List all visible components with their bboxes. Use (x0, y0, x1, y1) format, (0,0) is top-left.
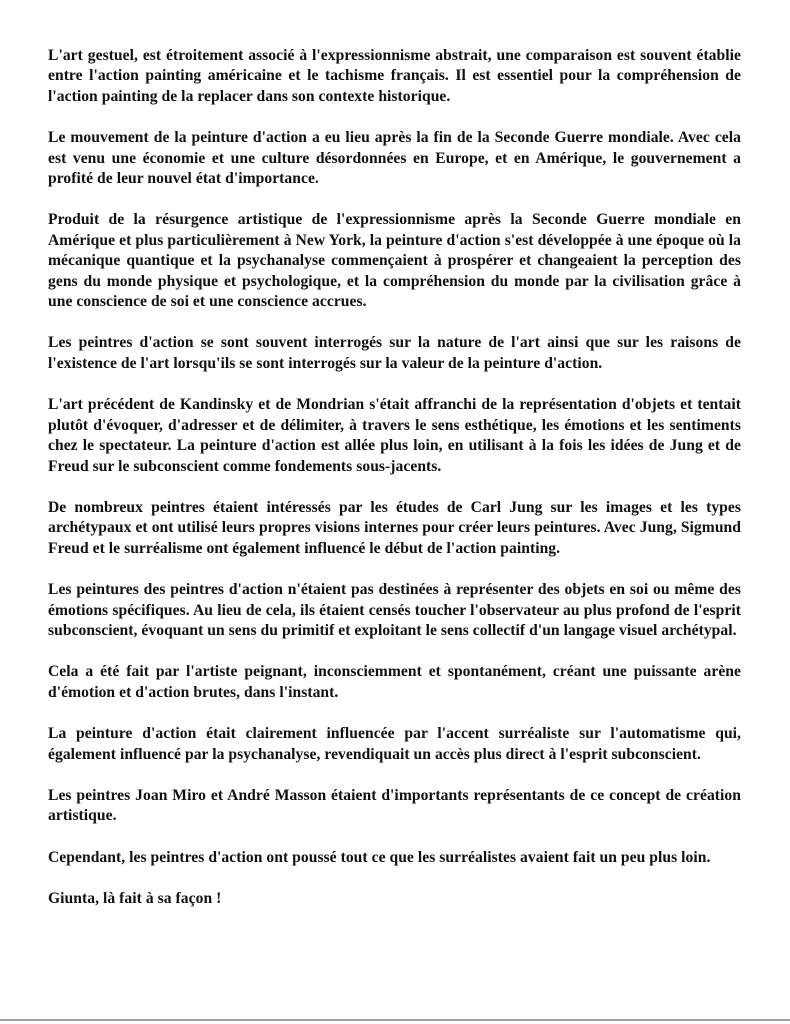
bottom-edge-rule (0, 1019, 790, 1021)
paragraph-5: L'art précédent de Kandinsky et de Mondrian s'était affranchi de la représentation d'objets et tentait plutôt d'évoquer, d'adresser et de délimiter, à travers le sens esthétique, les émotions et les sentiments chez le spectateur. La peinture d'action est allée plus loin, en utilisant à la fois les idées de Jung et de Freud sur le subconscient comme fondements sous-jacents. (48, 396, 741, 475)
paragraph-1: L'art gestuel, est étroitement associé à l'expressionnisme abstrait, une comparaison est souvent établie entre l'action painting américaine et le tachisme français. Il est essentiel pour la compréhension de l'action painting de la replacer dans son contexte historique. (48, 47, 741, 105)
paragraph-10: Les peintres Joan Miro et André Masson étaient d'importants représentants de ce concept de création artistique. (48, 786, 741, 825)
paragraph-9: La peinture d'action était clairement influencée par l'accent surréaliste sur l'automatisme qui, également influencé par la psychanalyse, revendiquait un accès plus direct à l'esprit subconscient. (48, 725, 741, 763)
paragraph-6: De nombreux peintres étaient intéressés par les études de Carl Jung sur les images et les types archétypaux et ont utilisé leurs propres visions internes pour créer leurs peintures. Avec Jung, Sigmund Freud et le surréalisme ont également influencé le début de l'action painting. (48, 498, 741, 557)
paragraph-4: Les peintres d'action se sont souvent interrogés sur la nature de l'art ainsi que sur les raisons de l'existence de l'art lorsqu'ils se sont interrogés sur la valeur de la peinture d'action. (48, 334, 741, 372)
paragraph-8: Cela a été fait par l'artiste peignant, inconsciemment et spontanément, créant une puissante arène d'émotion et d'action brutes, dans l'instant. (48, 663, 741, 701)
paragraph-2: Le mouvement de la peinture d'action a eu lieu après la fin de la Seconde Guerre mondiale. Avec cela est venu une économie et une culture désordonnées en Europe, et en Amérique, le gouvernement a profité de leur nouvel état d'importance. (48, 129, 741, 188)
body-text (48, 46, 741, 931)
paragraph-3: Produit de la résurgence artistique de l'expressionnisme après la Seconde Guerre mondiale en Amérique et plus particulièrement à New York, la peinture d'action s'est développée à une époque où la mécanique quantique et la psychanalyse commençaient à prospérer et changeaient la perception des gens du monde physique et psychologique, et la compréhension du monde par la civilisation grâce à une conscience de soi et une conscience accrues. (48, 211, 741, 311)
paragraph-12: Giunta, là fait à sa façon ! (48, 890, 222, 908)
paragraph-7: Les peintures des peintres d'action n'étaient pas destinées à représenter des objets en soi ou même des émotions spécifiques. Au lieu de cela, ils étaient censés toucher l'observateur au plus profond de l'esprit subconscient, évoquant un sens du primitif et exploitant le sens collectif d'un langage visuel archétypal. (48, 581, 741, 639)
paragraph-11: Cependant, les peintres d'action ont poussé tout ce que les surréalistes avaient fait un peu plus loin. (48, 848, 711, 866)
